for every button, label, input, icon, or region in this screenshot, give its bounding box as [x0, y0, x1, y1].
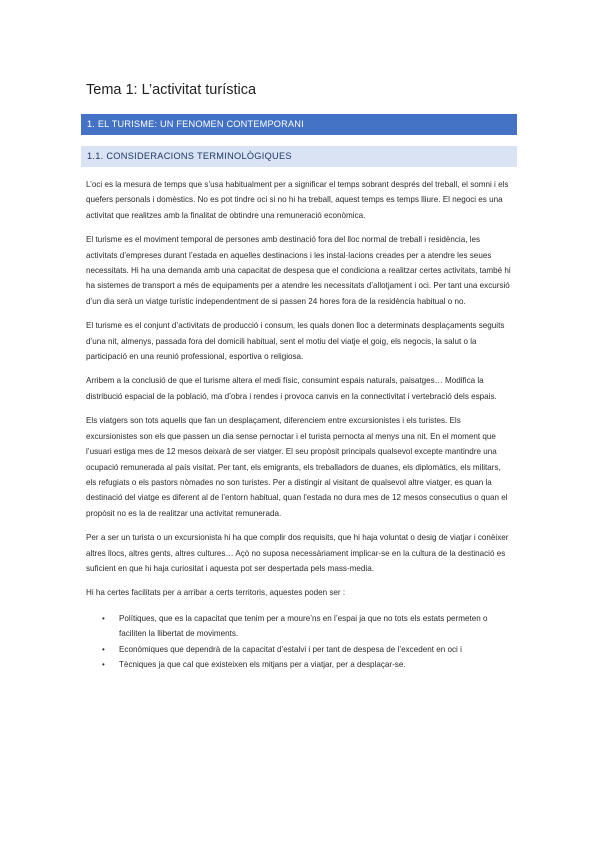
- paragraph-turisme-conjunt: El turisme es el conjunt d’activitats de producció i consum, les quals donen lloc a determinats desplaçaments seguits d’una nit, almenys, passada fora del domicili habitual, sent el motiu del viatje el goig, els negocis, la salut o la participació en una reunió professional, esportiva o religiosa.: [86, 321, 505, 362]
- list-item: [86, 657, 512, 672]
- paragraph-turisme-definicio: El turisme es el moviment temporal de persones amb destinació fora del lloc normal de treball i residència, les activitats d’empreses durant l’estada en aquelles destinacions i les instal·lacions creades per a atendre les seues necessitats. Hi ha una demanda amb una capacitat de despesa que el condiciona a realitzar certes activitats, també hi ha sistemes de transport a més de equipaments per a atendre les necessitats d’allotjament i oci. Per tant una excursió d’un dia serà un viatge turístic independentment de si passen 24 hores fora de la residència habitual o no.: [86, 235, 511, 306]
- paragraph-conclusio: Arribem a la conclusió de que el turisme altera el medi físic, consumint espais naturals, paisatges… Modifica la distribució espacial de la població, ma d’obra i rendes i provoca canvis en la connectivitat i vertebració dels espais.: [86, 376, 497, 401]
- list-item-text: Econòmiques que dependrà de la capacitat d’estalvi i per tant de despesa de l’excedent en oci i: [119, 644, 462, 654]
- paragraph-requisits: Per a ser un turista o un excursionista hi ha que complir dos requisits, que hi haja voluntat o desig de viatjar i conèixer altres llocs, altres gents, altres cultures… Açò no suposa necessàriament implicar-se en la cultura de la destinació es suficient en que hi haja curiositat i aquesta pot ser despertada pels mass-media.: [86, 533, 509, 573]
- paragraph-facilitats: Hi ha certes facilitats per a arribar a certs territoris, aquestes poden ser :: [86, 588, 346, 598]
- bullet-icon: •: [102, 644, 105, 654]
- list-item-text: Polítiques, que es la capacitat que tenim per a moure’ns en l’espai ja que no tots els estats permeten o faciliten la llibertat de moviments.: [119, 613, 488, 639]
- list-item: [86, 611, 512, 642]
- paragraph-viatgers: Els viatgers son tots aquells que fan un desplaçament, diferenciem entre excursionistes i els turistes. Els excursionistes son els que passen un dia sense pernoctar i el turista pernocta al menys una nit. En el moment que l’usuari estiga mes de 12 mesos deixarà de ser viatger. El seu propòsit principals qualsevol excepte mantindre una ocupació remunerada al país visitat. Per tant, els emigrants, els treballadors de duanes, els diplomàtics, els militars, els refugiats o els pastors nòmades no son turistes. Per a distingir al visitant de qualsevol altre viatger, es quan la destinació del viatge es diferent al de l’entorn habitual, quan l’estada no dura mes de 12 mesos consecutius o quan el propòsit no es la de realitzar una activitat remunerada.: [86, 416, 508, 518]
- document-title: Tema 1: L’activitat turística: [86, 82, 257, 98]
- list-item: [86, 642, 512, 657]
- bullet-icon: •: [102, 659, 105, 669]
- list-item-text: Tècniques ja que cal que existeixen els mitjans per a viatjar, per a desplaçar-se.: [119, 659, 406, 669]
- facilities-list: [86, 611, 512, 673]
- subsection-heading: 1.1. CONSIDERACIONS TERMINOLÒGIQUES: [81, 146, 517, 167]
- section-heading: 1. EL TURISME: UN FENOMEN CONTEMPORANI: [81, 114, 517, 135]
- paragraph-oci: L’oci es la mesura de temps que s’usa habitualment per a significar el temps sobrant després del treball, el somni i els quefers personals i domèstics. No es pot tindre oci si no hi ha treball, aquest temps es temps lliure. El negoci es una activitat que realitzes amb la finalitat de obtindre una remuneració econòmica.: [86, 180, 509, 220]
- bullet-icon: •: [102, 613, 105, 623]
- document-body: [86, 177, 512, 672]
